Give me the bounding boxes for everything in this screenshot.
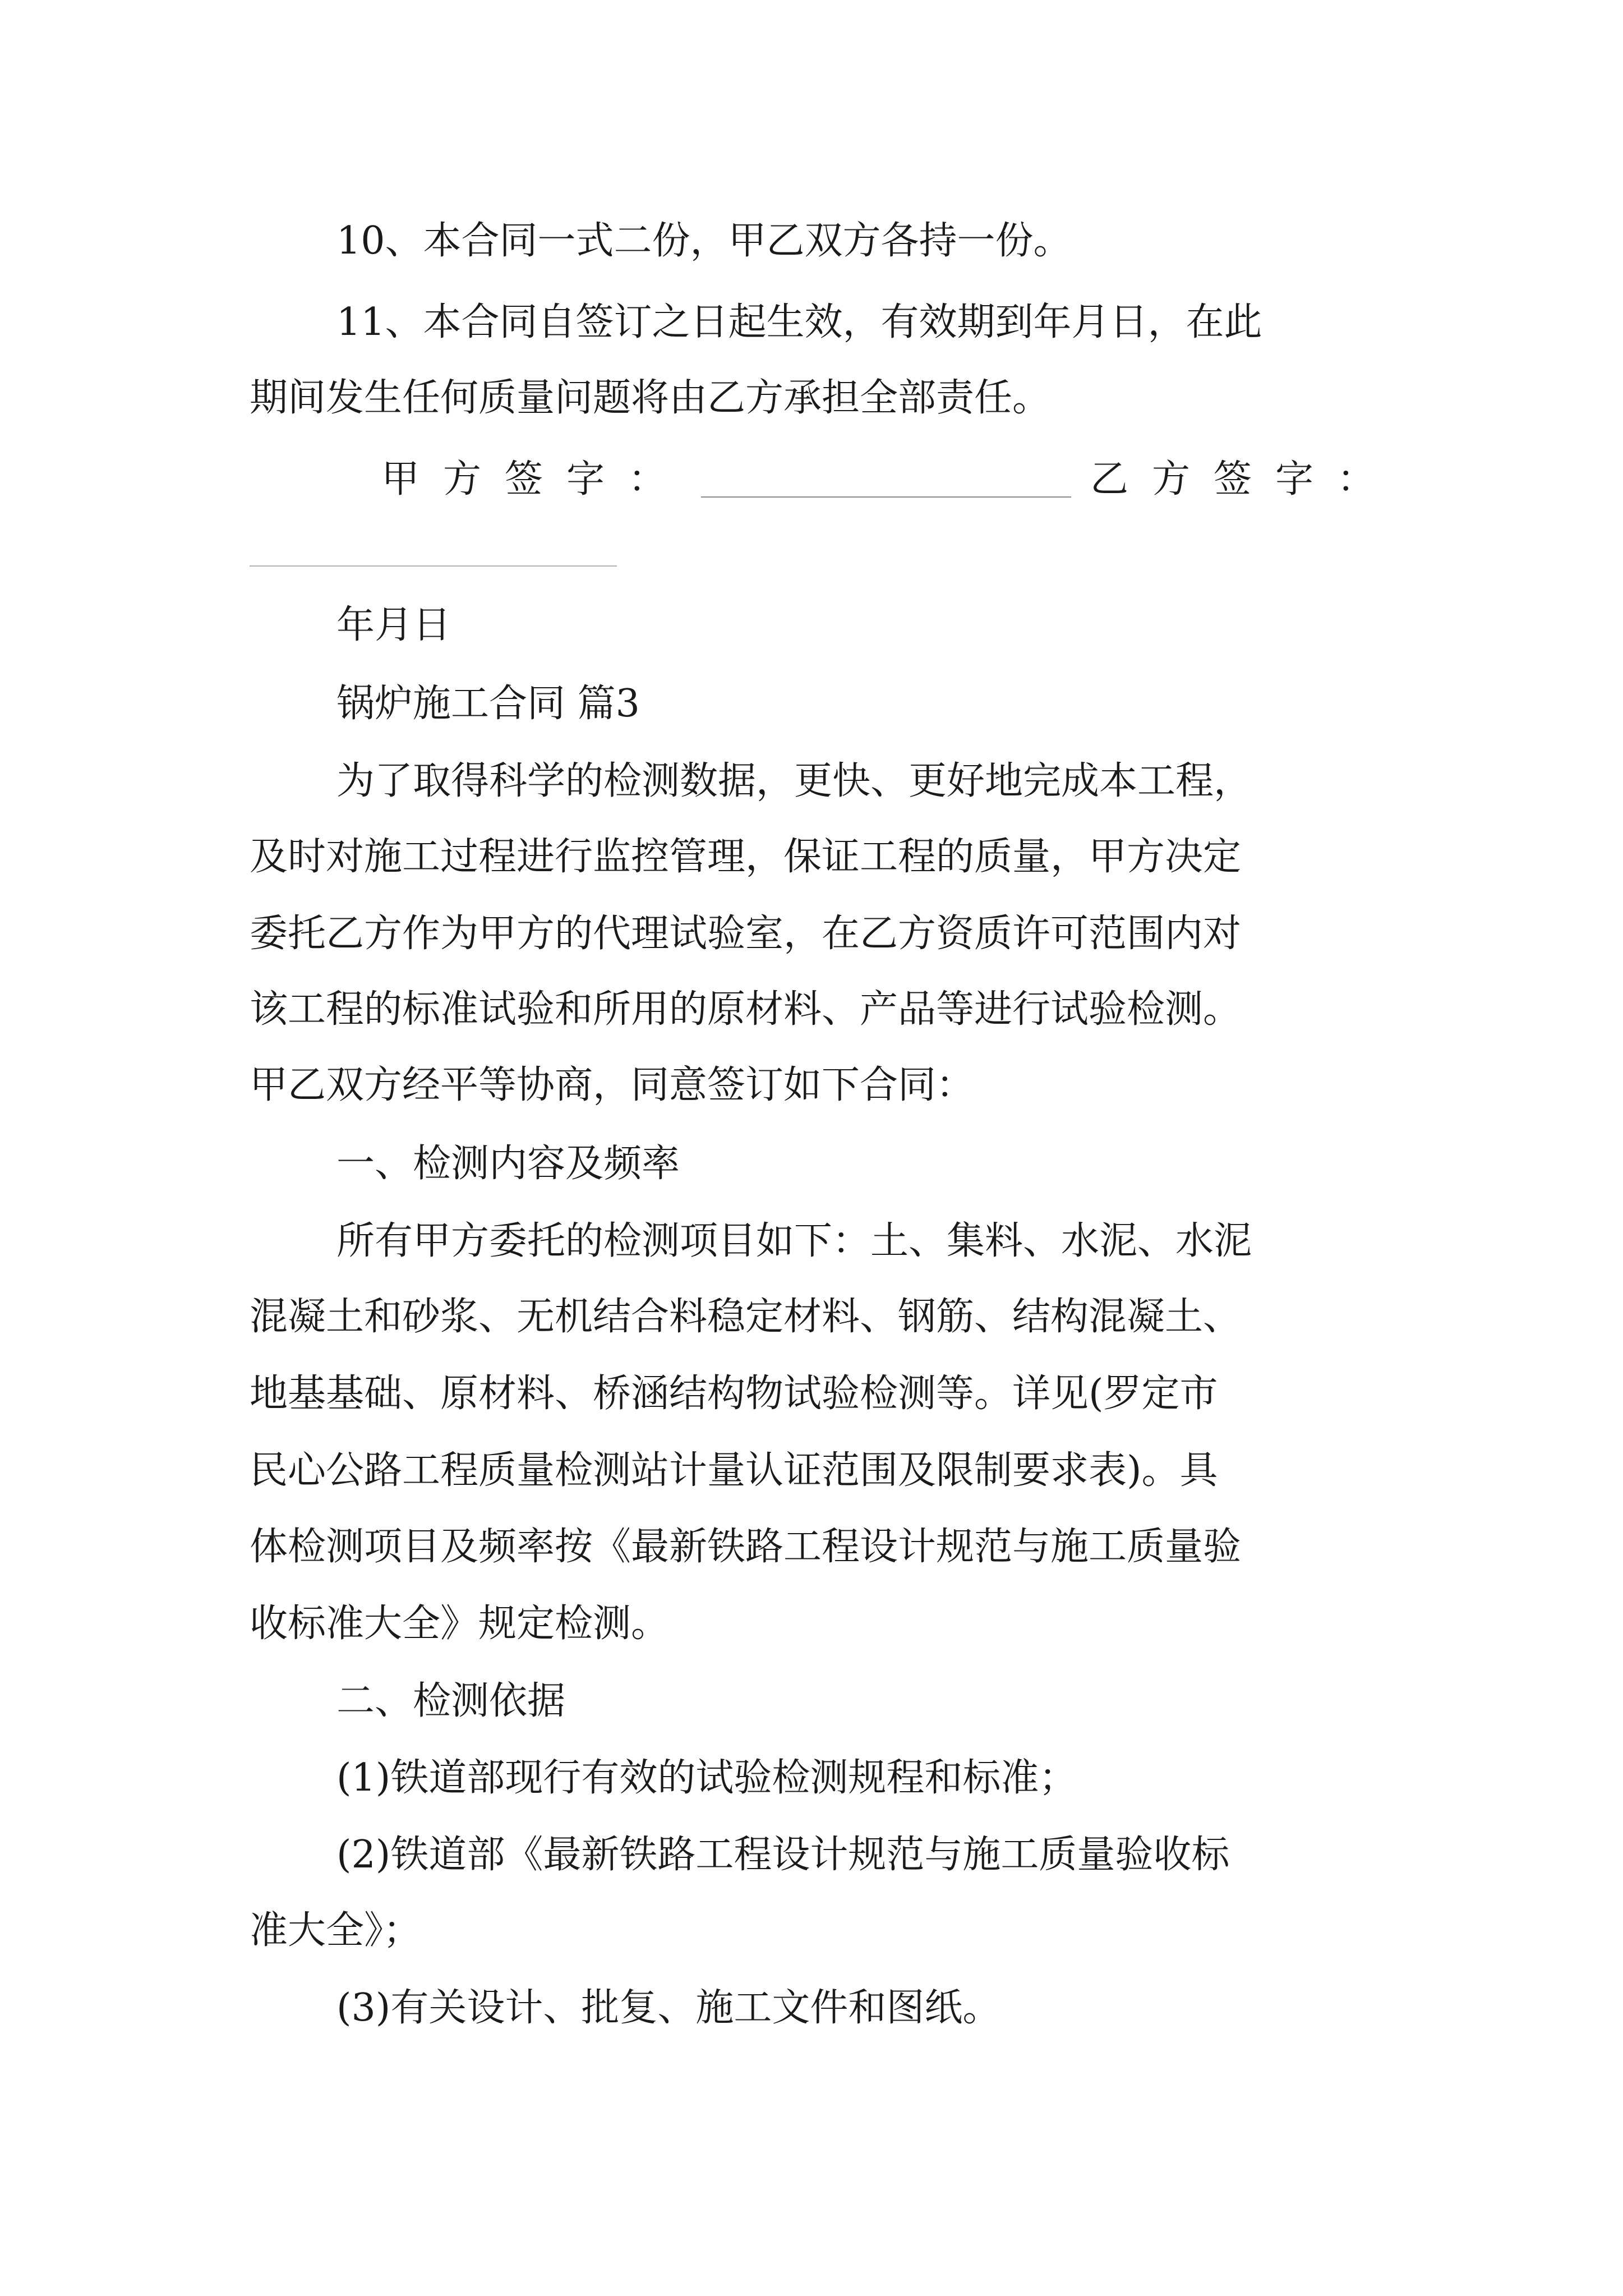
heading-1: 一、检测内容及频率 — [336, 1142, 680, 1186]
content-paragraph-line-4: 民心公路工程质量检测站计量认证范围及限制要求表)。具 — [250, 1448, 1218, 1493]
party-a-signature-label: 甲方签字： — [381, 457, 690, 501]
intro-paragraph-line-3: 委托乙方作为甲方的代理试验室，在乙方资质许可范围内对 — [250, 912, 1242, 956]
basis-item-2-line-2: 准大全》； — [250, 1908, 422, 1953]
intro-paragraph-line-4: 该工程的标准试验和所用的原材料、产品等进行试验检测。 — [250, 987, 1242, 1032]
clause-10: 10、本合同一式二份，甲乙双方各持一份。 — [336, 219, 1072, 263]
signature-row — [381, 454, 1399, 505]
basis-item-1: (1)铁道部现行有效的试验检测规程和标准； — [336, 1756, 1077, 1800]
content-paragraph-line-5: 体检测项目及频率按《最新铁路工程设计规范与施工质量验 — [250, 1525, 1242, 1569]
party-a-signature-blank — [701, 496, 1071, 498]
intro-paragraph-line-5: 甲乙双方经平等协商，同意签订如下合同： — [250, 1063, 975, 1107]
party-b-signature-label: 乙方签字： — [1090, 457, 1399, 501]
content-paragraph-line-3: 地基基础、原材料、桥涵结构物试验检测等。详见(罗定市 — [250, 1372, 1218, 1416]
date-line: 年月日 — [336, 603, 451, 647]
intro-paragraph-line-1: 为了取得科学的检测数据，更快、更好地完成本工程， — [336, 759, 1252, 803]
content-paragraph-line-6: 收标准大全》规定检测。 — [250, 1602, 670, 1646]
content-paragraph-line-1: 所有甲方委托的检测项目如下：土、集料、水泥、水泥 — [336, 1219, 1252, 1263]
clause-11-line-2: 期间发生任何质量问题将由乙方承担全部责任。 — [250, 376, 1051, 420]
basis-item-2-line-1: (2)铁道部《最新铁路工程设计规范与施工质量验收标 — [336, 1833, 1230, 1877]
party-b-signature-blank — [250, 565, 617, 567]
heading-2: 二、检测依据 — [336, 1679, 566, 1723]
intro-paragraph-line-2: 及时对施工过程进行监控管理，保证工程的质量，甲方决定 — [250, 835, 1242, 879]
clause-11-line-1: 11、本合同自签订之日起生效，有效期到年月日，在此 — [336, 300, 1262, 344]
section-title: 锅炉施工合同 篇3 — [336, 682, 640, 726]
basis-item-3: (3)有关设计、批复、施工文件和图纸。 — [336, 1986, 1001, 2030]
content-paragraph-line-2: 混凝土和砂浆、无机结合料稳定材料、钢筋、结构混凝土、 — [250, 1295, 1242, 1339]
